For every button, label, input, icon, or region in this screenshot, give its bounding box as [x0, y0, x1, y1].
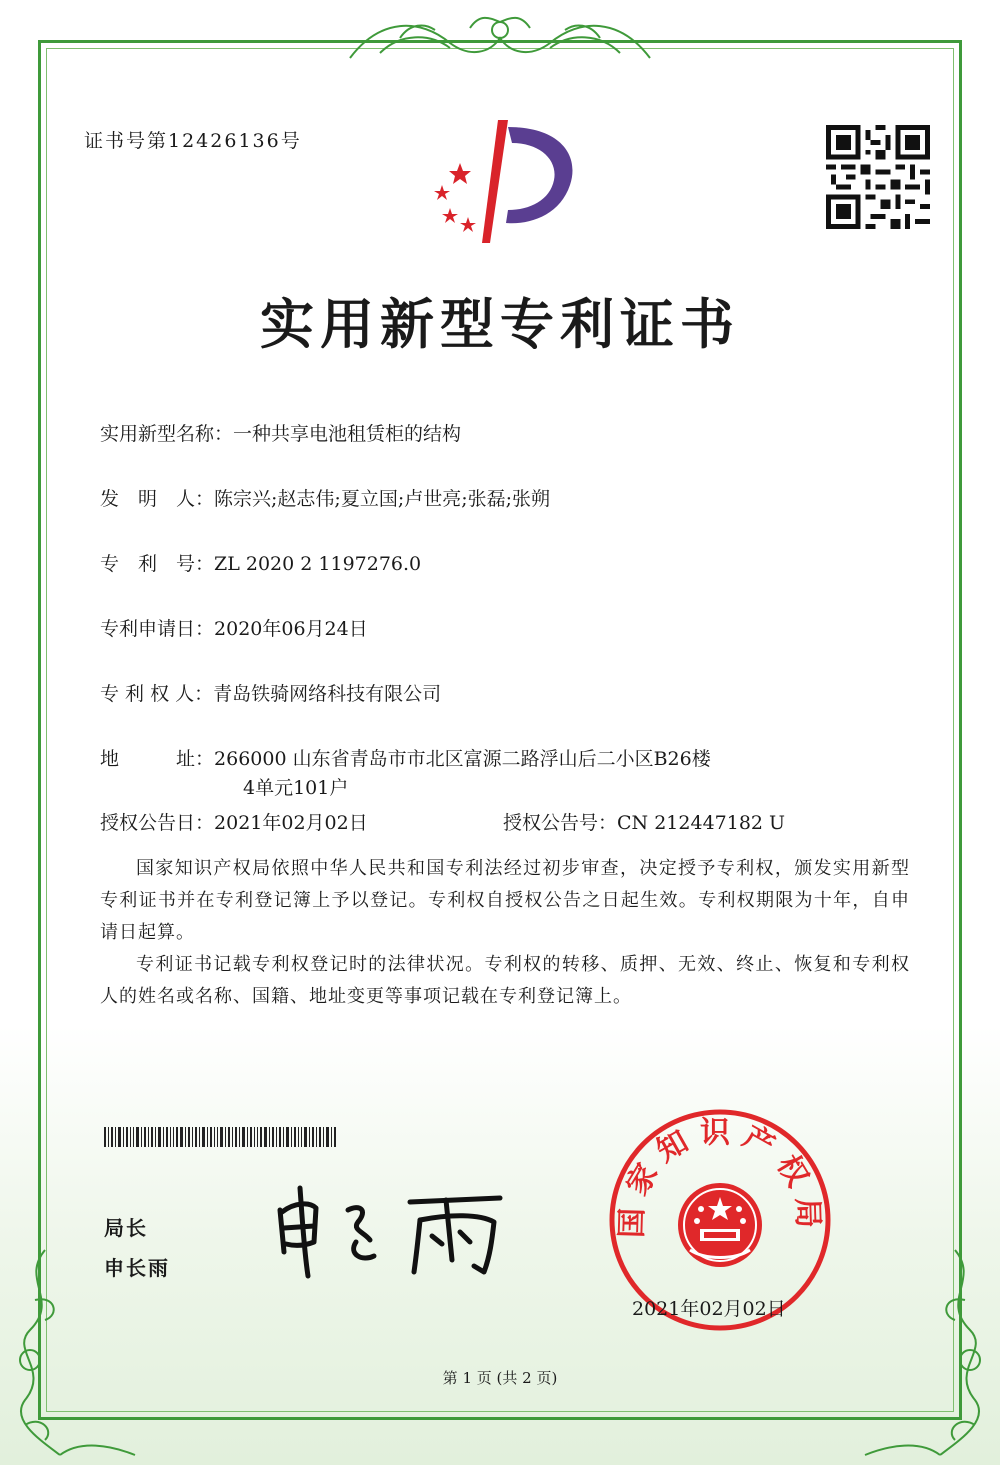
field-value: ZL 2020 2 1197276.0	[214, 553, 422, 575]
inventors-field	[100, 484, 550, 511]
field-label: 发 明 人：	[100, 488, 215, 510]
qr-code	[826, 125, 930, 229]
field-label: 实用新型名称：	[100, 423, 234, 445]
barcode	[104, 1127, 336, 1147]
patent-number-field	[100, 549, 421, 576]
field-label: 专 利 号：	[100, 553, 215, 575]
field-label: 地 址：	[100, 748, 215, 770]
grant-number-field	[503, 808, 785, 835]
cnipa-logo	[420, 115, 590, 250]
field-value: 陈宗兴;赵志伟;夏立国;卢世亮;张磊;张朔	[214, 488, 551, 510]
field-value: CN 212447182 U	[617, 812, 786, 834]
top-ornament	[340, 8, 660, 68]
field-label: 授权公告日：	[100, 812, 215, 834]
signatory-name: 申长雨	[104, 1256, 170, 1280]
seal-date: 2021年02月02日	[632, 1298, 786, 1320]
filing-date-field	[100, 614, 368, 641]
certificate-number: 证书号第12426136号	[84, 130, 302, 152]
handwritten-signature	[270, 1180, 510, 1280]
field-label: 专利申请日：	[100, 618, 215, 640]
field-label: 授权公告号：	[503, 812, 618, 834]
legal-paragraph-2: 专利证书记载专利权登记时的法律状况。专利权的转移、质押、无效、终止、恢复和专利权人的姓名或名称、国籍、地址变更等事项记载在专利登记簿上。	[100, 954, 910, 1007]
certificate-title: 实用新型专利证书	[260, 293, 740, 356]
field-value: 一种共享电池租赁柜的结构	[233, 423, 462, 445]
national-emblem	[678, 1183, 762, 1267]
field-value: 266000 山东省青岛市市北区富源二路浮山后二小区B26楼	[214, 748, 711, 770]
field-label: 专 利 权 人：	[100, 683, 214, 705]
address-line-2: 4单元101户	[243, 777, 349, 799]
field-value: 2021年02月02日	[214, 812, 368, 834]
field-value: 青岛铁骑网络科技有限公司	[213, 683, 442, 705]
signatory-title: 局长	[104, 1216, 148, 1240]
legal-paragraph-1: 国家知识产权局依照中华人民共和国专利法经过初步审查，决定授予专利权，颁发实用新型专利证书并在专利登记簿上予以登记。专利权自授权公告之日起生效。专利权期限为十年，自申请日起算。	[100, 858, 910, 943]
seal-text: 国家知识产权局	[614, 1115, 826, 1239]
bottom-right-ornament	[860, 1240, 1000, 1465]
utility-model-name-field	[100, 419, 461, 446]
address-field	[100, 744, 711, 771]
field-value: 2020年06月24日	[214, 618, 368, 640]
page-indicator: 第 1 页 (共 2 页)	[442, 1369, 558, 1387]
grant-date-field	[100, 808, 368, 835]
patentee-field	[100, 679, 441, 706]
